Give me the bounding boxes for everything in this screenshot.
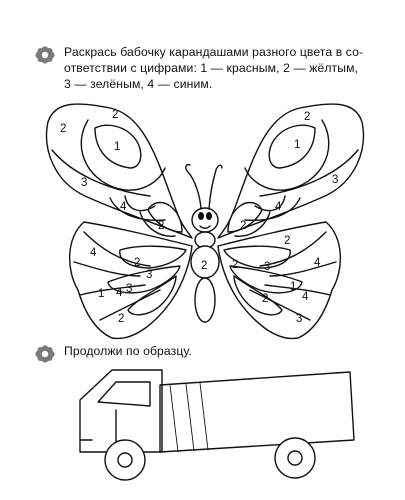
region-number: 2 (232, 259, 239, 271)
truck-hubcap (118, 453, 132, 467)
region-number: 4 (302, 291, 309, 303)
region-number: 2 (112, 109, 119, 121)
truck-drawing (80, 370, 354, 480)
region-number: 2 (304, 111, 311, 123)
region-number: 3 (332, 174, 339, 186)
region-number: 2 (262, 293, 269, 305)
right-wing-ring (269, 125, 315, 168)
butterfly-antenna (209, 165, 222, 209)
region-number: 4 (90, 247, 97, 259)
instruction-line: Продолжи по образцу. (64, 344, 192, 358)
instruction-line: ответствии с цифрами: 1 — красным, 2 — жёлтым, (64, 61, 359, 75)
region-number: 1 (294, 139, 301, 151)
left-lower-stripe (80, 285, 145, 295)
instruction-line: 3 — зелёным, 4 — синим. (64, 77, 213, 91)
truck-stripe (200, 383, 208, 450)
region-number: 1 (290, 281, 297, 293)
region-number: 2 (158, 220, 165, 232)
region-number: 2 (60, 123, 67, 135)
region-number: 2 (134, 257, 141, 269)
butterfly-abdomen (195, 278, 215, 322)
region-number: 3 (126, 283, 133, 295)
right-wing-band (260, 150, 358, 196)
left-upper-wing (47, 104, 192, 238)
right-lower-blob (234, 276, 282, 315)
region-number: 2 (118, 313, 125, 325)
left-lower-wing (70, 222, 192, 338)
right-lower-stripe (265, 285, 330, 295)
left-wing-patch (125, 196, 155, 211)
region-number: 4 (116, 287, 123, 299)
truck-hubcap (288, 451, 302, 465)
region-number: 3 (146, 269, 153, 281)
region-number: 2 (201, 260, 208, 272)
region-number: 4 (120, 201, 127, 213)
region-number: 1 (98, 288, 105, 300)
butterfly-eye (206, 212, 212, 220)
region-number: 3 (81, 177, 88, 189)
truck-window (98, 382, 150, 406)
butterfly-eye (198, 212, 204, 220)
truck-stripe (170, 385, 178, 452)
region-number: 2 (284, 235, 291, 247)
left-lower-blob (128, 276, 176, 315)
region-number: 4 (314, 257, 321, 269)
truck-stripe (186, 384, 194, 451)
butterfly-drawing (47, 104, 364, 338)
left-lower-blob (120, 246, 186, 268)
butterfly-antenna (186, 165, 201, 209)
region-number: 2 (240, 220, 247, 232)
region-number: 3 (264, 261, 271, 273)
region-number: 3 (296, 313, 303, 325)
region-number: 4 (275, 201, 282, 213)
region-number: 1 (114, 141, 121, 153)
instruction-line: Раскрась бабочку карандашами разного цвета в со- (64, 45, 364, 59)
right-lower-wing (218, 222, 340, 338)
right-upper-wing (218, 104, 363, 238)
left-wing-band (52, 150, 150, 196)
